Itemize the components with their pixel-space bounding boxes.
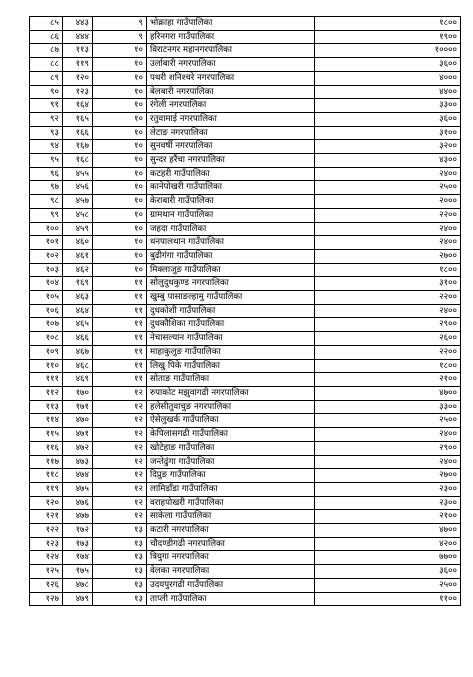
municipality-name-cell: सुनवर्षी नगरपालिका (147, 140, 315, 154)
municipality-name-cell: हरिनगरा गाउँपालिका (147, 30, 315, 44)
municipality-name-cell: खोटेहाङ गाउँपालिका (147, 441, 315, 455)
table-row (30, 400, 461, 414)
amount-cell: २४०० (315, 236, 461, 250)
code-cell: १६६ (63, 126, 93, 140)
table-row (30, 496, 461, 510)
code-cell: ४७२ (63, 441, 93, 455)
amount-cell: २३०० (315, 482, 461, 496)
serial-number-cell: ११३ (30, 400, 63, 414)
district-number-cell: ११ (93, 304, 147, 318)
district-number-cell: ९ (93, 30, 147, 44)
municipality-name-cell: सोलुदुधकुण्ड नगरपालिका (147, 277, 315, 291)
district-number-cell: १२ (93, 441, 147, 455)
table-row (30, 126, 461, 140)
district-number-cell: १२ (93, 428, 147, 442)
amount-cell: २४०० (315, 304, 461, 318)
district-number-cell: १० (93, 181, 147, 195)
district-number-cell: १० (93, 85, 147, 99)
municipality-name-cell: दिप्रुङ गाउँपालिका (147, 469, 315, 483)
municipality-name-cell: पथरी शनिश्चरे नगरपालिका (147, 71, 315, 85)
municipality-name-cell: नेचासल्यान गाउँपालिका (147, 332, 315, 346)
table-row (30, 386, 461, 400)
code-cell: १२३ (63, 85, 93, 99)
district-number-cell: ९ (93, 17, 147, 31)
code-cell: ४७८ (63, 578, 93, 592)
table-row (30, 85, 461, 99)
table-row (30, 236, 461, 250)
municipality-name-cell: कटहरी गाउँपालिका (147, 167, 315, 181)
serial-number-cell: १०३ (30, 263, 63, 277)
table-row (30, 482, 461, 496)
serial-number-cell: १०८ (30, 332, 63, 346)
district-number-cell: १० (93, 236, 147, 250)
serial-number-cell: १२५ (30, 565, 63, 579)
serial-number-cell: ९० (30, 85, 63, 99)
district-number-cell: १२ (93, 510, 147, 524)
amount-cell: ३१०० (315, 277, 461, 291)
amount-cell: ३३०० (315, 400, 461, 414)
code-cell: १७१ (63, 400, 93, 414)
municipality-name-cell: बेलबारी नगरपालिका (147, 85, 315, 99)
code-cell: ११३ (63, 44, 93, 58)
amount-cell: ४४०० (315, 85, 461, 99)
district-number-cell: ११ (93, 291, 147, 305)
table-row (30, 58, 461, 72)
serial-number-cell: १२१ (30, 510, 63, 524)
municipality-name-cell: चौदण्डीगढी नगरपालिका (147, 537, 315, 551)
municipality-name-cell: सोताङ गाउँपालिका (147, 373, 315, 387)
table-row (30, 263, 461, 277)
table-row (30, 291, 461, 305)
amount-cell: २५०० (315, 414, 461, 428)
code-cell: १६८ (63, 154, 93, 168)
district-number-cell: १३ (93, 524, 147, 538)
district-number-cell: १० (93, 44, 147, 58)
table-row (30, 99, 461, 113)
district-number-cell: १० (93, 263, 147, 277)
serial-number-cell: ८६ (30, 30, 63, 44)
amount-cell: २००० (315, 195, 461, 209)
amount-cell: ३६०० (315, 58, 461, 72)
table-row (30, 222, 461, 236)
municipality-name-cell: हलेसीतुवाचुङ नगरपालिका (147, 400, 315, 414)
serial-number-cell: ११४ (30, 414, 63, 428)
serial-number-cell: ९३ (30, 126, 63, 140)
amount-cell: २४०० (315, 455, 461, 469)
table-row (30, 167, 461, 181)
code-cell: १६४ (63, 99, 93, 113)
amount-cell: ३१०० (315, 126, 461, 140)
district-number-cell: १० (93, 249, 147, 263)
serial-number-cell: १०५ (30, 291, 63, 305)
table-row (30, 510, 461, 524)
serial-number-cell: १०७ (30, 318, 63, 332)
serial-number-cell: ९२ (30, 112, 63, 126)
amount-cell: १८०० (315, 359, 461, 373)
serial-number-cell: १०४ (30, 277, 63, 291)
amount-cell: २५०० (315, 181, 461, 195)
municipality-name-cell: लेटाङ नगरपालिका (147, 126, 315, 140)
table-row (30, 318, 461, 332)
serial-number-cell: ९१ (30, 99, 63, 113)
municipality-name-cell: त्रियुगा नगरपालिका (147, 551, 315, 565)
amount-cell: ४३०० (315, 154, 461, 168)
serial-number-cell: ८५ (30, 17, 63, 31)
table-row (30, 359, 461, 373)
code-cell: ४७१ (63, 428, 93, 442)
code-cell: ४७९ (63, 592, 93, 606)
table-row (30, 249, 461, 263)
municipality-name-cell: जन्तेढुंगा गाउँपालिका (147, 455, 315, 469)
municipality-name-cell: लामिडाँडा गाउँपालिका (147, 482, 315, 496)
amount-cell: १०००० (315, 44, 461, 58)
serial-number-cell: १२४ (30, 551, 63, 565)
table-row (30, 277, 461, 291)
serial-number-cell: १२० (30, 496, 63, 510)
table-row (30, 551, 461, 565)
district-number-cell: १३ (93, 565, 147, 579)
table-row (30, 345, 461, 359)
municipality-name-cell: साकेला गाउँपालिका (147, 510, 315, 524)
table-row (30, 414, 461, 428)
serial-number-cell: ८७ (30, 44, 63, 58)
municipality-name-cell: सुन्दर हरैंचा नगरपालिका (147, 154, 315, 168)
code-cell: ४६७ (63, 345, 93, 359)
amount-cell: २९०० (315, 318, 461, 332)
table-row (30, 195, 461, 209)
table-row (30, 181, 461, 195)
municipality-name-cell: रंगेली नगरपालिका (147, 99, 315, 113)
municipality-name-cell: रतुवामाई नगरपालिका (147, 112, 315, 126)
municipality-name-cell: कानेपोखरी गाउँपालिका (147, 181, 315, 195)
table-row (30, 44, 461, 58)
code-cell: ४५७ (63, 195, 93, 209)
amount-cell: १८०० (315, 263, 461, 277)
district-number-cell: १० (93, 126, 147, 140)
municipality-name-cell: ऐसेलुखर्क गाउँपालिका (147, 414, 315, 428)
code-cell: ११९ (63, 58, 93, 72)
district-number-cell: ११ (93, 277, 147, 291)
serial-number-cell: ८९ (30, 71, 63, 85)
district-number-cell: १० (93, 112, 147, 126)
serial-number-cell: १११ (30, 373, 63, 387)
amount-cell: १८०० (315, 17, 461, 31)
amount-cell: ४७०० (315, 386, 461, 400)
amount-cell: १९०० (315, 30, 461, 44)
serial-number-cell: ९९ (30, 208, 63, 222)
municipality-name-cell: दुधकौशिका गाउँपालिका (147, 318, 315, 332)
table-row (30, 17, 461, 31)
amount-cell: २७०० (315, 469, 461, 483)
code-cell: १७५ (63, 565, 93, 579)
code-cell: १६७ (63, 140, 93, 154)
code-cell: ४६२ (63, 263, 93, 277)
code-cell: ४६५ (63, 318, 93, 332)
district-number-cell: १२ (93, 414, 147, 428)
district-number-cell: १० (93, 140, 147, 154)
serial-number-cell: ११९ (30, 482, 63, 496)
code-cell: १६५ (63, 112, 93, 126)
code-cell: १६९ (63, 277, 93, 291)
municipality-name-cell: कटारी नगरपालिका (147, 524, 315, 538)
table-row (30, 140, 461, 154)
district-number-cell: १० (93, 167, 147, 181)
amount-cell: २३०० (315, 496, 461, 510)
amount-cell: ४००० (315, 71, 461, 85)
serial-number-cell: १०१ (30, 236, 63, 250)
serial-number-cell: ९५ (30, 154, 63, 168)
serial-number-cell: ११५ (30, 428, 63, 442)
table-row (30, 428, 461, 442)
amount-cell: ३६०० (315, 112, 461, 126)
serial-number-cell: ११८ (30, 469, 63, 483)
table-row (30, 208, 461, 222)
amount-cell: ३२०० (315, 140, 461, 154)
district-number-cell: १० (93, 99, 147, 113)
amount-cell: २४०० (315, 428, 461, 442)
serial-number-cell: १०९ (30, 345, 63, 359)
municipality-name-cell: बुढीगंगा गाउँपालिका (147, 249, 315, 263)
code-cell: १७३ (63, 537, 93, 551)
code-cell: ४५६ (63, 181, 93, 195)
table-row (30, 30, 461, 44)
district-number-cell: ११ (93, 373, 147, 387)
amount-cell: ३६०० (315, 565, 461, 579)
code-cell: ४६६ (63, 332, 93, 346)
code-cell: ४७३ (63, 455, 93, 469)
serial-number-cell: ११७ (30, 455, 63, 469)
serial-number-cell: ११२ (30, 386, 63, 400)
municipality-name-cell: विराटनगर महानगरपालिका (147, 44, 315, 58)
municipality-name-cell: भोक्राहा गाउँपालिका (147, 17, 315, 31)
code-cell: ४४४ (63, 30, 93, 44)
municipality-name-cell: ग्रामथान गाउँपालिका (147, 208, 315, 222)
amount-cell: ४७०० (315, 524, 461, 538)
district-number-cell: १२ (93, 496, 147, 510)
table-row (30, 592, 461, 606)
code-cell: ४७६ (63, 496, 93, 510)
district-number-cell: १० (93, 208, 147, 222)
amount-cell: २२०० (315, 208, 461, 222)
district-number-cell: १० (93, 222, 147, 236)
municipality-name-cell: वेलका नगरपालिका (147, 565, 315, 579)
code-cell: ४७७ (63, 510, 93, 524)
serial-number-cell: ११० (30, 359, 63, 373)
amount-cell: ३३०० (315, 99, 461, 113)
code-cell: ४४३ (63, 17, 93, 31)
amount-cell: २६०० (315, 332, 461, 346)
district-number-cell: १२ (93, 400, 147, 414)
serial-number-cell: ९६ (30, 167, 63, 181)
municipality-name-cell: माहाकुलुङ गाउँपालिका (147, 345, 315, 359)
district-number-cell: १३ (93, 592, 147, 606)
code-cell: ४६३ (63, 291, 93, 305)
code-cell: ४७५ (63, 482, 93, 496)
serial-number-cell: १२७ (30, 592, 63, 606)
district-number-cell: ११ (93, 345, 147, 359)
code-cell: १२० (63, 71, 93, 85)
amount-cell: ७७०० (315, 551, 461, 565)
serial-number-cell: १०० (30, 222, 63, 236)
serial-number-cell: ९७ (30, 181, 63, 195)
code-cell: ४६० (63, 236, 93, 250)
amount-cell: ११०० (315, 592, 461, 606)
table-row (30, 71, 461, 85)
municipality-name-cell: लिखु पिके गाउँपालिका (147, 359, 315, 373)
district-number-cell: १० (93, 58, 147, 72)
amount-cell: २४०० (315, 167, 461, 181)
code-cell: १७२ (63, 524, 93, 538)
district-number-cell: ११ (93, 359, 147, 373)
municipality-name-cell: मिक्लाजुङ गाउँपालिका (147, 263, 315, 277)
amount-cell: २५०० (315, 578, 461, 592)
municipality-name-cell: खुम्बु पासाङल्हामु गाउँपालिका (147, 291, 315, 305)
district-number-cell: १३ (93, 537, 147, 551)
code-cell: ४६१ (63, 249, 93, 263)
code-cell: ४५८ (63, 208, 93, 222)
table-row (30, 469, 461, 483)
table-row (30, 455, 461, 469)
code-cell: ४६८ (63, 359, 93, 373)
serial-number-cell: ८८ (30, 58, 63, 72)
municipality-name-cell: जहदा गाउँपालिका (147, 222, 315, 236)
table-row (30, 304, 461, 318)
serial-number-cell: १२२ (30, 524, 63, 538)
code-cell: ४७४ (63, 469, 93, 483)
district-number-cell: १२ (93, 455, 147, 469)
district-number-cell: १२ (93, 469, 147, 483)
table-row (30, 332, 461, 346)
table-row (30, 441, 461, 455)
serial-number-cell: १०६ (30, 304, 63, 318)
district-number-cell: ११ (93, 318, 147, 332)
amount-cell: २७०० (315, 249, 461, 263)
amount-cell: २९०० (315, 441, 461, 455)
code-cell: १७० (63, 386, 93, 400)
code-cell: ४७० (63, 414, 93, 428)
municipality-table (29, 16, 461, 606)
code-cell: १७४ (63, 551, 93, 565)
district-number-cell: १२ (93, 482, 147, 496)
code-cell: ४६९ (63, 373, 93, 387)
code-cell: ४५५ (63, 167, 93, 181)
amount-cell: २१०० (315, 510, 461, 524)
municipality-name-cell: धनपालथान गाउँपालिका (147, 236, 315, 250)
amount-cell: २२०० (315, 345, 461, 359)
serial-number-cell: ९४ (30, 140, 63, 154)
municipality-name-cell: रुपाकोट मझुवागढी नगरपालिका (147, 386, 315, 400)
serial-number-cell: ११६ (30, 441, 63, 455)
table-row (30, 578, 461, 592)
table-row (30, 373, 461, 387)
municipality-name-cell: उर्लाबारी नगरपालिका (147, 58, 315, 72)
serial-number-cell: १२३ (30, 537, 63, 551)
district-number-cell: १३ (93, 551, 147, 565)
serial-number-cell: १२६ (30, 578, 63, 592)
district-number-cell: १२ (93, 386, 147, 400)
district-number-cell: १० (93, 195, 147, 209)
municipality-name-cell: वराहपोखरी गाउँपालिका (147, 496, 315, 510)
municipality-name-cell: केराबारी गाउँपालिका (147, 195, 315, 209)
amount-cell: २२०० (315, 291, 461, 305)
serial-number-cell: १०२ (30, 249, 63, 263)
municipality-name-cell: ताप्ली गाउँपालिका (147, 592, 315, 606)
table-row (30, 537, 461, 551)
district-number-cell: १३ (93, 578, 147, 592)
table-row (30, 524, 461, 538)
district-number-cell: १० (93, 154, 147, 168)
municipality-name-cell: दुधकोशी गाउँपालिका (147, 304, 315, 318)
municipality-name-cell: केपिलासगढी गाउँपालिका (147, 428, 315, 442)
code-cell: ४६४ (63, 304, 93, 318)
amount-cell: २१०० (315, 373, 461, 387)
amount-cell: ४२०० (315, 537, 461, 551)
district-number-cell: १० (93, 71, 147, 85)
table-row (30, 112, 461, 126)
code-cell: ४५९ (63, 222, 93, 236)
amount-cell: २४०० (315, 222, 461, 236)
municipality-name-cell: उदयपुरगढी गाउँपालिका (147, 578, 315, 592)
table-body (30, 17, 461, 606)
serial-number-cell: ९८ (30, 195, 63, 209)
table-row (30, 154, 461, 168)
district-number-cell: ११ (93, 332, 147, 346)
table-row (30, 565, 461, 579)
